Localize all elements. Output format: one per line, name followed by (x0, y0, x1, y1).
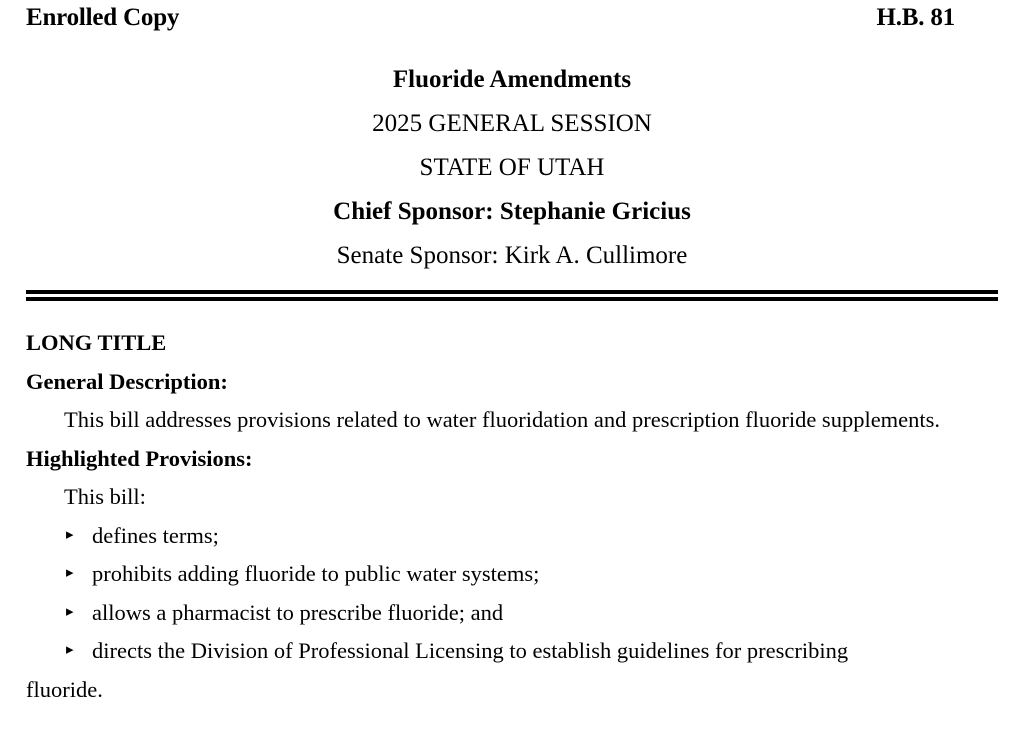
list-item (26, 555, 998, 594)
long-title-heading: LONG TITLE (26, 330, 167, 355)
list-item-label: defines terms; (92, 522, 219, 548)
senate-sponsor-label: Senate Sponsor: Kirk A. Cullimore (336, 242, 688, 269)
bill-title: Fluoride Amendments (392, 66, 632, 93)
triangle-right-bullet-icon: ▸ (66, 603, 74, 620)
list-item-label: prohibits adding fluoride to public water systems; (92, 561, 540, 586)
provisions-list (26, 517, 998, 710)
list-item (26, 632, 998, 709)
triangle-right-bullet-icon: ▸ (66, 526, 74, 543)
state-label: STATE OF UTAH (419, 154, 605, 181)
rule-bar-bottom (26, 297, 998, 301)
running-header (26, 0, 998, 40)
general-description-text: This bill addresses provisions related to water fluoridation and prescription fluoride supplements. (64, 407, 941, 432)
list-item (26, 517, 998, 556)
bill-number-label: H.B. 81 (876, 4, 955, 31)
list-item-continuation: fluoride. (26, 676, 103, 702)
triangle-right-bullet-icon: ▸ (66, 565, 74, 581)
list-item-label: allows a pharmacist to prescribe fluoride; and (92, 599, 504, 625)
highlighted-provisions-lead: This bill: (64, 484, 146, 509)
body-content (26, 324, 998, 709)
triangle-right-bullet-icon: ▸ (66, 642, 74, 658)
general-description-heading: General Description: (26, 368, 228, 394)
chief-sponsor-label: Chief Sponsor: Stephanie Gricius (333, 198, 691, 225)
list-item-label: directs the Division of Professional Licensing to establish guidelines for prescribing (92, 638, 849, 663)
enrolled-copy-label: Enrolled Copy (26, 4, 180, 31)
highlighted-provisions-heading: Highlighted Provisions: (26, 445, 253, 471)
session-label: 2025 GENERAL SESSION (372, 110, 652, 137)
list-item (26, 594, 998, 633)
title-block (26, 58, 998, 278)
double-rule-divider (26, 290, 998, 302)
